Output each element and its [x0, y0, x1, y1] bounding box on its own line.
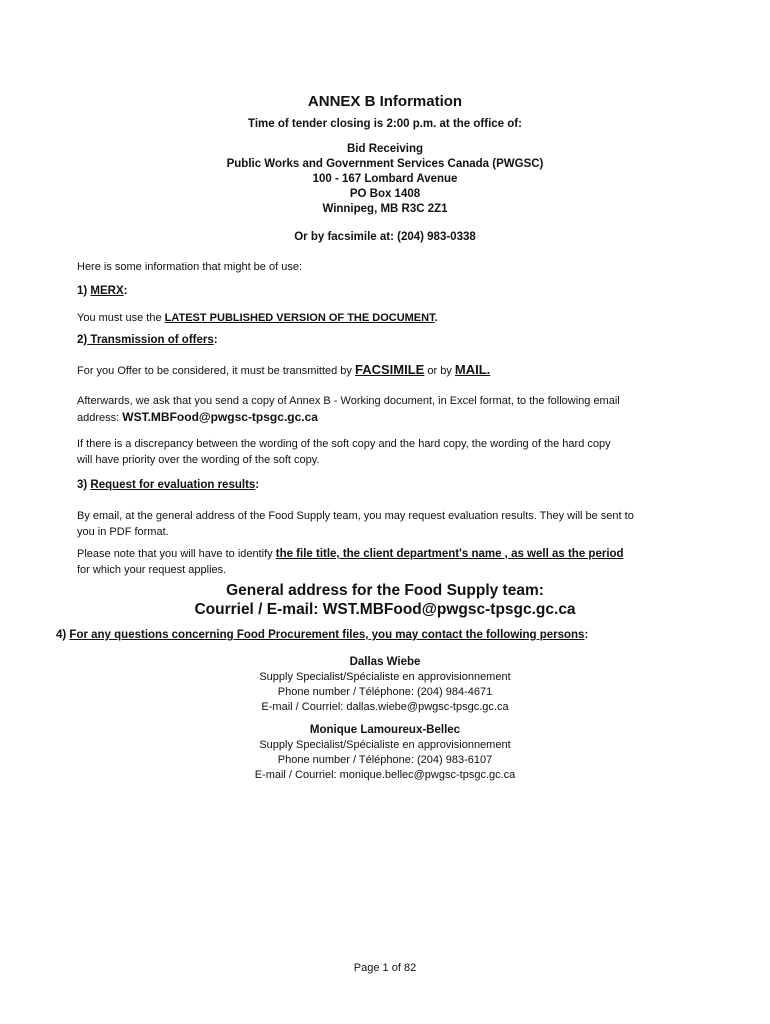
section-3-heading: 3) Request for evaluation results: [77, 479, 260, 491]
contact-2-phone: Phone number / Téléphone: (204) 983-6107 [277, 754, 493, 766]
contact-2-email: E-mail / Courriel: monique.bellec@pwgsc-tpsgc.gc.ca [254, 769, 516, 781]
section-1-text: You must use the LATEST PUBLISHED VERSION OF THE DOCUMENT. [77, 312, 438, 324]
contact-1-email: E-mail / Courriel: dallas.wiebe@pwgsc-tpsgc.gc.ca [261, 701, 509, 713]
address-line-2: Public Works and Government Services Canada (PWGSC) [226, 158, 544, 170]
intro-text: Here is some information that might be of use: [77, 261, 302, 273]
section-2-transmission: For you Offer to be considered, it must be transmitted by FACSIMILE or by MAIL. [77, 362, 491, 377]
fax-line: Or by facsimile at: (204) 983-0338 [294, 231, 476, 243]
page-number: Page 1 of 82 [353, 962, 417, 974]
general-address-title: General address for the Food Supply team: [226, 582, 544, 599]
contact-1-name: Dallas Wiebe [349, 656, 421, 668]
food-email: WST.MBFood@pwgsc-tpsgc.gc.ca [122, 410, 318, 424]
address-line-1: Bid Receiving [346, 143, 424, 155]
section-3-note: Please note that you will have to identify the file title, the client department's name , as well as the period for which your request applies. [77, 548, 624, 576]
merx-link: MERX [90, 285, 124, 297]
contact-2-name: Monique Lamoureux-Bellec [309, 724, 461, 736]
section-2-excel-request: Afterwards, we ask that you send a copy of Annex B - Working document, in Excel format, to the following email address: WST.MBFood@pwgsc-tpsgc.gc.ca [77, 395, 620, 424]
general-address-email: Courriel / E-mail: WST.MBFood@pwgsc-tpsgc.gc.ca [194, 601, 576, 618]
section-4-heading: 4) For any questions concerning Food Procurement files, you may contact the following persons: [56, 629, 589, 641]
closing-time: Time of tender closing is 2:00 p.m. at the office of: [248, 118, 522, 130]
contact-1-phone: Phone number / Téléphone: (204) 984-4671 [277, 686, 493, 698]
address-line-4: PO Box 1408 [349, 188, 421, 200]
address-line-3: 100 - 167 Lombard Avenue [312, 173, 458, 185]
section-3-email-request: By email, at the general address of the Food Supply team, you may request evaluation results. They will be sent to you in PDF format. [77, 510, 634, 538]
contact-2-role: Supply Specialist/Spécialiste en approvisionnement [259, 739, 511, 751]
section-2-heading: 2) Transmission of offers: [77, 334, 218, 346]
address-line-5: Winnipeg, MB R3C 2Z1 [322, 203, 448, 215]
section-2-discrepancy: If there is a discrepancy between the wording of the soft copy and the hard copy, the wording of the hard copy will have priority over the wording of the soft copy. [77, 438, 611, 466]
section-1-heading: 1) MERX: [77, 285, 128, 297]
contact-1-role: Supply Specialist/Spécialiste en approvisionnement [259, 671, 511, 683]
page-title: ANNEX B Information [307, 93, 463, 110]
